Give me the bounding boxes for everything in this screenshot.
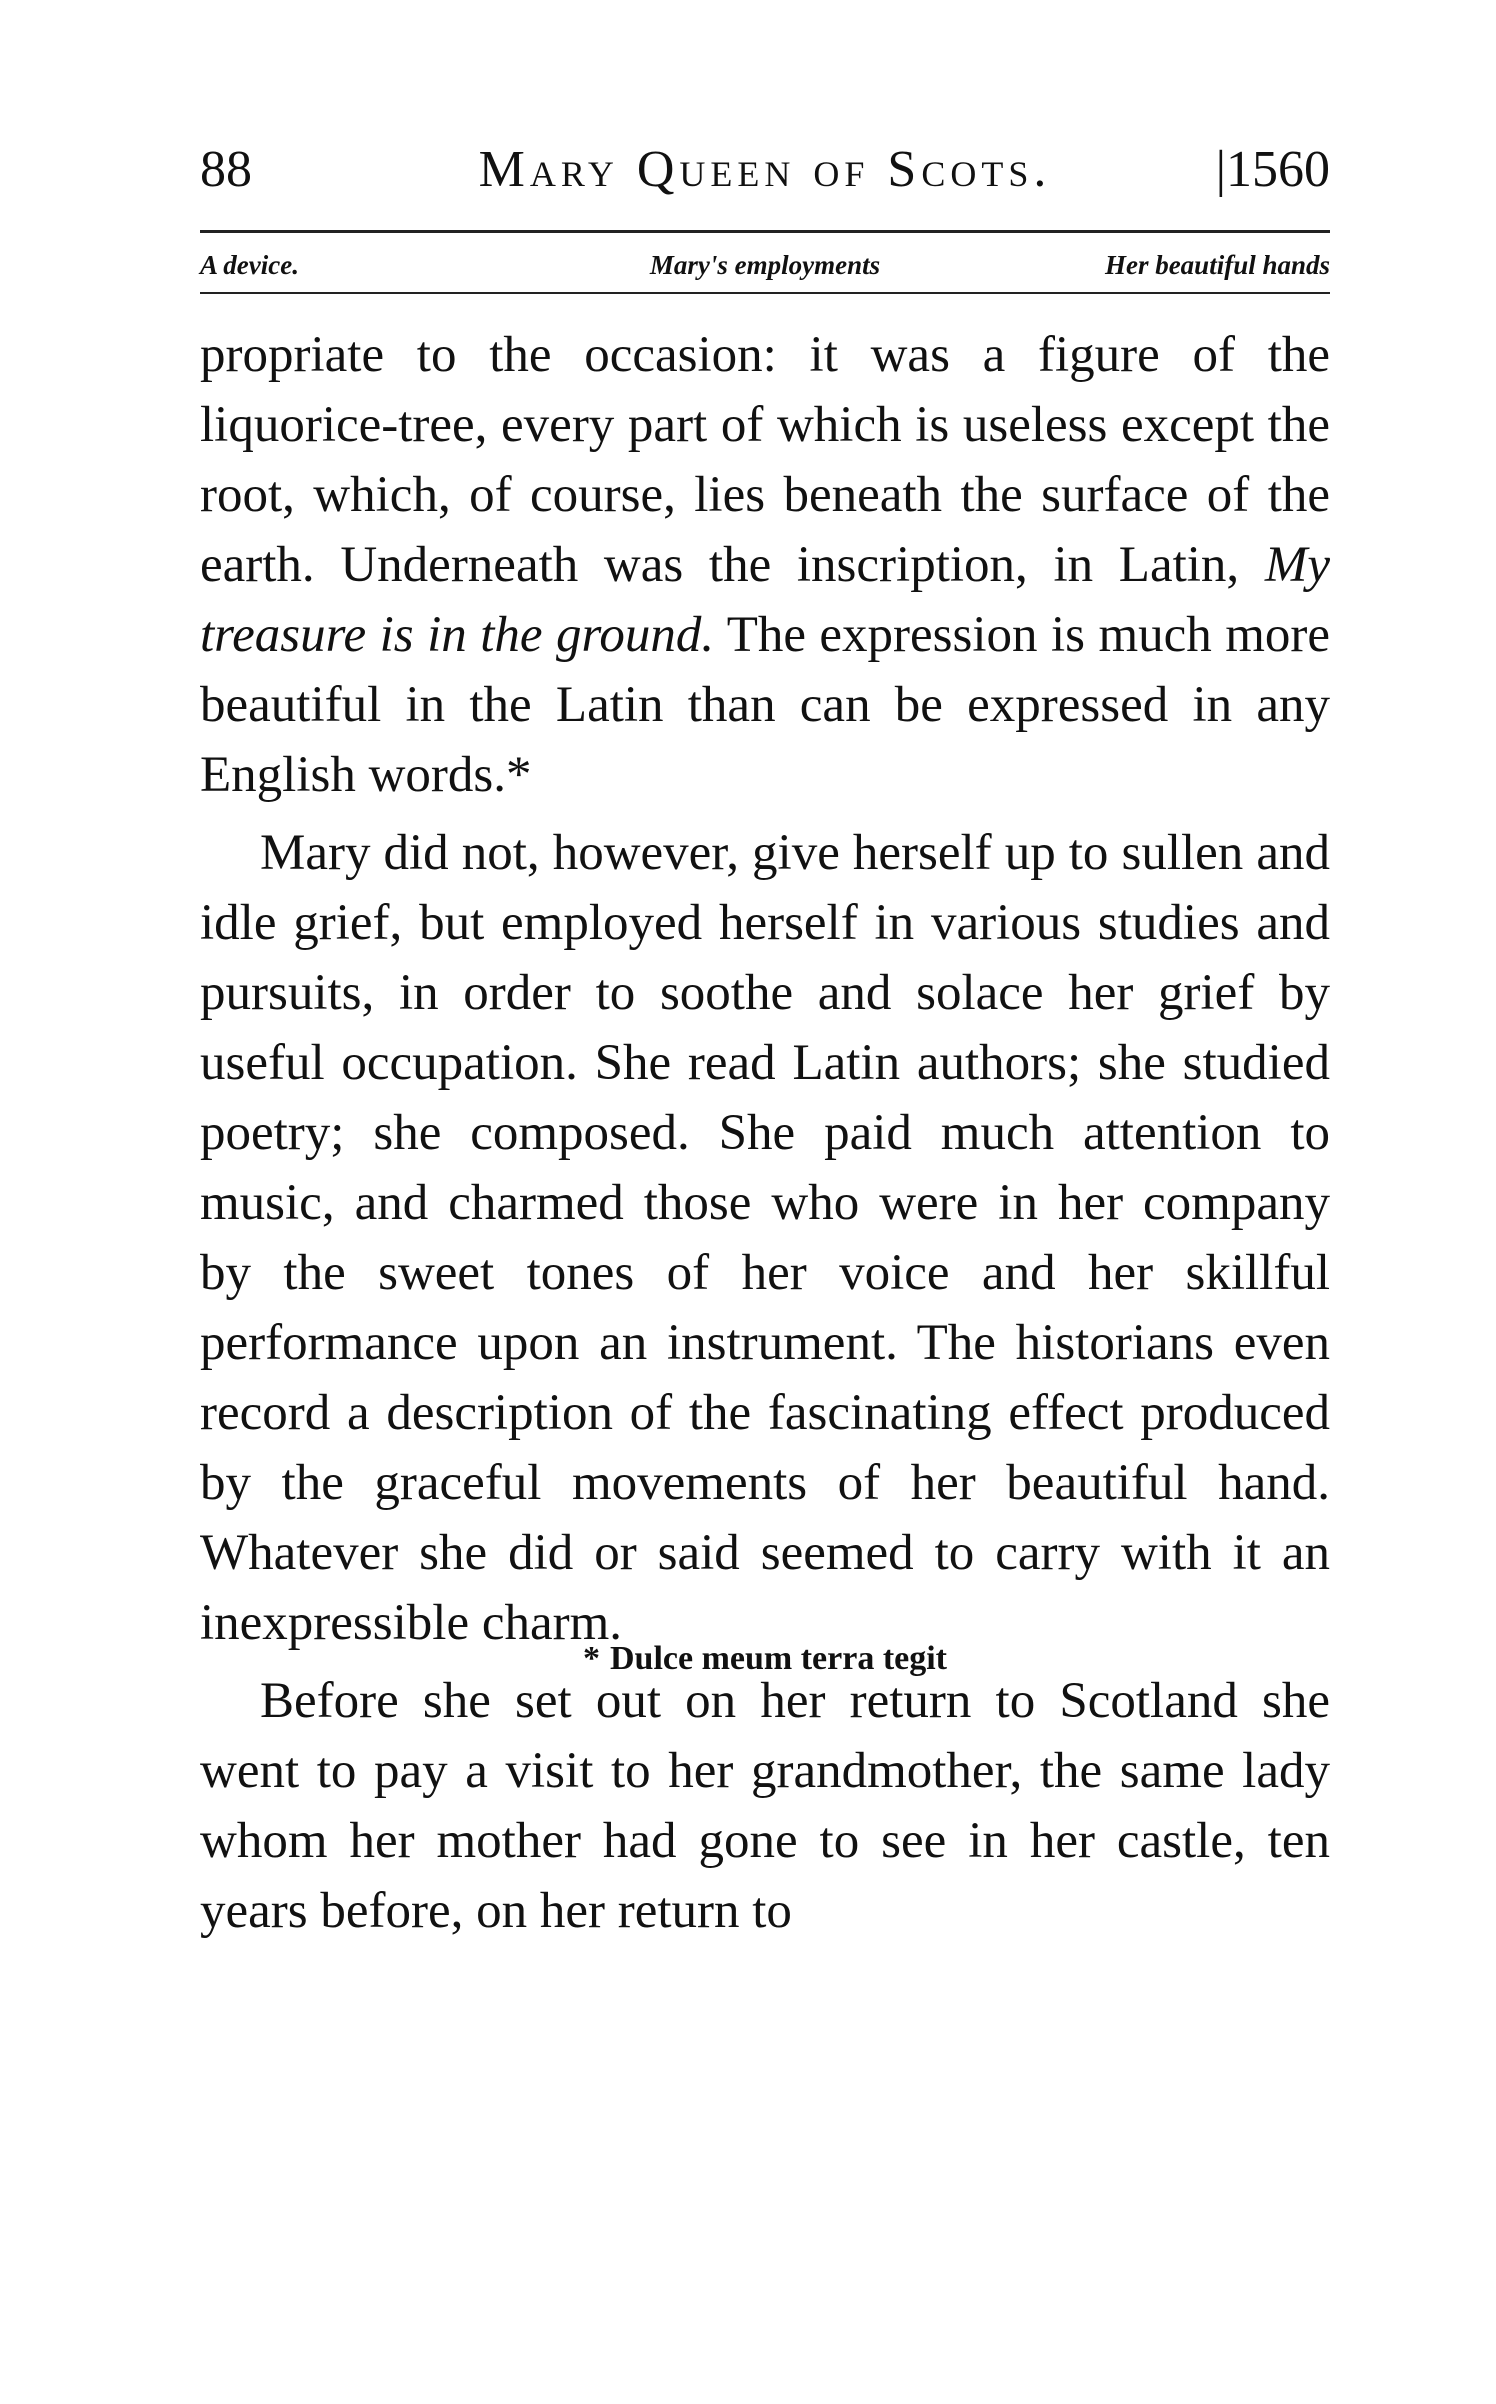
header-rule xyxy=(200,230,1330,233)
running-head xyxy=(200,135,1330,205)
topic-center: Mary's employments xyxy=(649,250,881,280)
footnote-text: Dulce meum terra tegit xyxy=(609,1640,947,1677)
paragraph-1-text-b: The expression is much more beautiful in the Latin than can be expressed in any English words.* xyxy=(200,607,1330,803)
running-title: Mary Queen of Scots. xyxy=(478,141,1052,198)
latin-inscription: My treasure is in the ground. xyxy=(200,537,1330,663)
topics-rule xyxy=(200,292,1330,294)
footnote-marker: * xyxy=(582,1640,600,1677)
paragraph-1 xyxy=(200,320,1330,810)
margin-topics xyxy=(200,245,1330,285)
topic-left: A device. xyxy=(200,250,299,280)
topic-right: Her beautiful hands xyxy=(1104,250,1330,280)
page-number: 88 xyxy=(200,141,252,198)
running-year: |1560 xyxy=(1215,141,1330,198)
paragraph-2: Mary did not, however, give herself up to sullen and idle grief, but employed herself in various studies and pursuits, in order to soothe and solace her grief by useful occupation. She read Latin authors; she studied poetry; she composed. She paid much attention to music, and charmed those who were in her company by the sweet tones of her voice and her skillful performance upon an instrument. The historians even record a description of the fascinating effect produced by the graceful movements of her beautiful hand. Whatever she did or said seemed to carry with it an inexpressible charm. xyxy=(200,825,1330,1651)
paragraph-1-text-a: propriate to the occasion: it was a figure of the liquorice-tree, every part of which is useless except the root, which, of course, lies beneath the surface of the earth. Underneath was the inscription, in Latin, xyxy=(200,327,1330,593)
footnote xyxy=(200,1640,1330,1678)
book-page xyxy=(200,0,1330,2404)
paragraph-3: Before she set out on her return to Scotland she went to pay a visit to her grandmother, the same lady whom her mother had gone to see in her castle, ten years before, on her return to xyxy=(200,1673,1330,1939)
body-text xyxy=(200,320,1330,1954)
